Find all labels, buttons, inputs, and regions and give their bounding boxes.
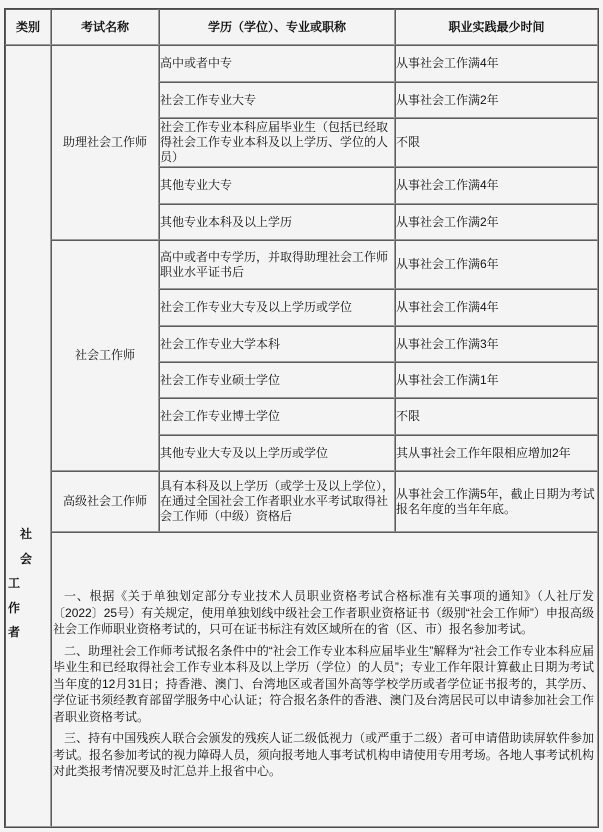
header-row — [5, 9, 598, 45]
practice-cell: 从事社会工作满4年 — [395, 167, 598, 204]
practice-cell: 从事社会工作满5年，截止日期为考试报名年度的当年年底。 — [395, 471, 598, 532]
notes-cell — [51, 532, 598, 827]
category-char: 会 — [20, 551, 33, 566]
header-exam-name: 考试名称 — [51, 9, 159, 45]
note-paragraph: 二、助理社会工作师考试报名条件中的“社会工作专业本科应届毕业生”解释为“社会工作专业本科应届毕业生和已经取得社会工作专业本科及以上学历（学位）的人员”；专业工作年限计算截止日期为考试当年度的12月31日；持香港、澳门、台湾地区或者国外高等学校学历或者学位证书报考的，其学历、学位证书须经教育部留学服务中心认证；符合报名条件的香港、澳门及台湾居民可以申请参加社会工作者职业资格考试。 — [53, 643, 594, 724]
education-cell: 其他专业大专 — [159, 167, 395, 204]
category-char: 者 — [8, 625, 21, 639]
education-cell: 具有本科及以上学历（或学士及以上学位），在通过全国社会工作者职业水平考试取得社会工作师（中级）资格后 — [159, 471, 395, 532]
education-cell: 社会工作专业大专及以上学历或学位 — [159, 289, 395, 326]
education-cell: 社会工作专业本科应届毕业生（包括已经取得社会工作专业本科及以上学历、学位的人员） — [159, 118, 395, 167]
education-cell: 高中或者中专学历，并取得助理社会工作师职业水平证书后 — [159, 240, 395, 289]
note-paragraph: 三、持有中国残疾人联合会颁发的残疾人证二级低视力（或严重于二级）者可申请借助读屏软件参加考试。报名参加考试的视力障碍人员，须向报考地人事考试机构申请使用专用考场。各地人事考试机构对此类报考情况要及时汇总并上报省中心。 — [53, 731, 594, 779]
table-row — [5, 45, 598, 82]
practice-cell: 不限 — [395, 118, 598, 167]
practice-cell: 从事社会工作满2年 — [395, 82, 598, 118]
category-char: 工 — [8, 576, 21, 590]
exam-name-cell: 高级社会工作师 — [51, 471, 159, 532]
education-cell: 社会工作专业博士学位 — [159, 398, 395, 435]
practice-cell: 从事社会工作满4年 — [395, 289, 598, 326]
table-row — [5, 471, 598, 532]
table-row — [5, 240, 598, 289]
exam-name-cell: 助理社会工作师 — [51, 45, 159, 240]
education-cell: 社会工作专业大专 — [159, 82, 395, 118]
education-cell: 社会工作专业大学本科 — [159, 326, 395, 362]
practice-cell: 从事社会工作满6年 — [395, 240, 598, 289]
category-char: 作 — [8, 600, 21, 615]
practice-cell: 不限 — [395, 398, 598, 435]
practice-cell: 其从事社会工作年限相应增加2年 — [395, 435, 598, 471]
note-paragraph: 一、根据《关于单独划定部分专业技术人员职业资格考试合格标准有关事项的通知》（人社厅发〔2022〕25号）有关规定，使用单独划线中级社会工作者职业资格证书（级别“社会工作师”）申报高级社会工作师职业资格考试的，只可在证书标注有效区域所在的省（区、市）报名参加考试。 — [53, 589, 594, 637]
practice-cell: 从事社会工作满3年 — [395, 326, 598, 362]
category-char: 社 — [20, 527, 33, 541]
education-cell: 高中或者中专 — [159, 45, 395, 82]
category-cell — [5, 45, 51, 827]
education-cell: 社会工作专业硕士学位 — [159, 362, 395, 398]
education-cell: 其他专业本科及以上学历 — [159, 204, 395, 240]
education-cell: 其他专业大专及以上学历或学位 — [159, 435, 395, 471]
notes-row — [5, 532, 598, 827]
exam-name-cell: 社会工作师 — [51, 240, 159, 471]
header-education: 学历（学位）、专业或职称 — [159, 9, 395, 45]
requirements-table — [4, 8, 599, 828]
header-practice-time: 职业实践最少时间 — [395, 9, 598, 45]
header-category: 类别 — [5, 9, 51, 45]
practice-cell: 从事社会工作满2年 — [395, 204, 598, 240]
practice-cell: 从事社会工作满1年 — [395, 362, 598, 398]
practice-cell: 从事社会工作满4年 — [395, 45, 598, 82]
